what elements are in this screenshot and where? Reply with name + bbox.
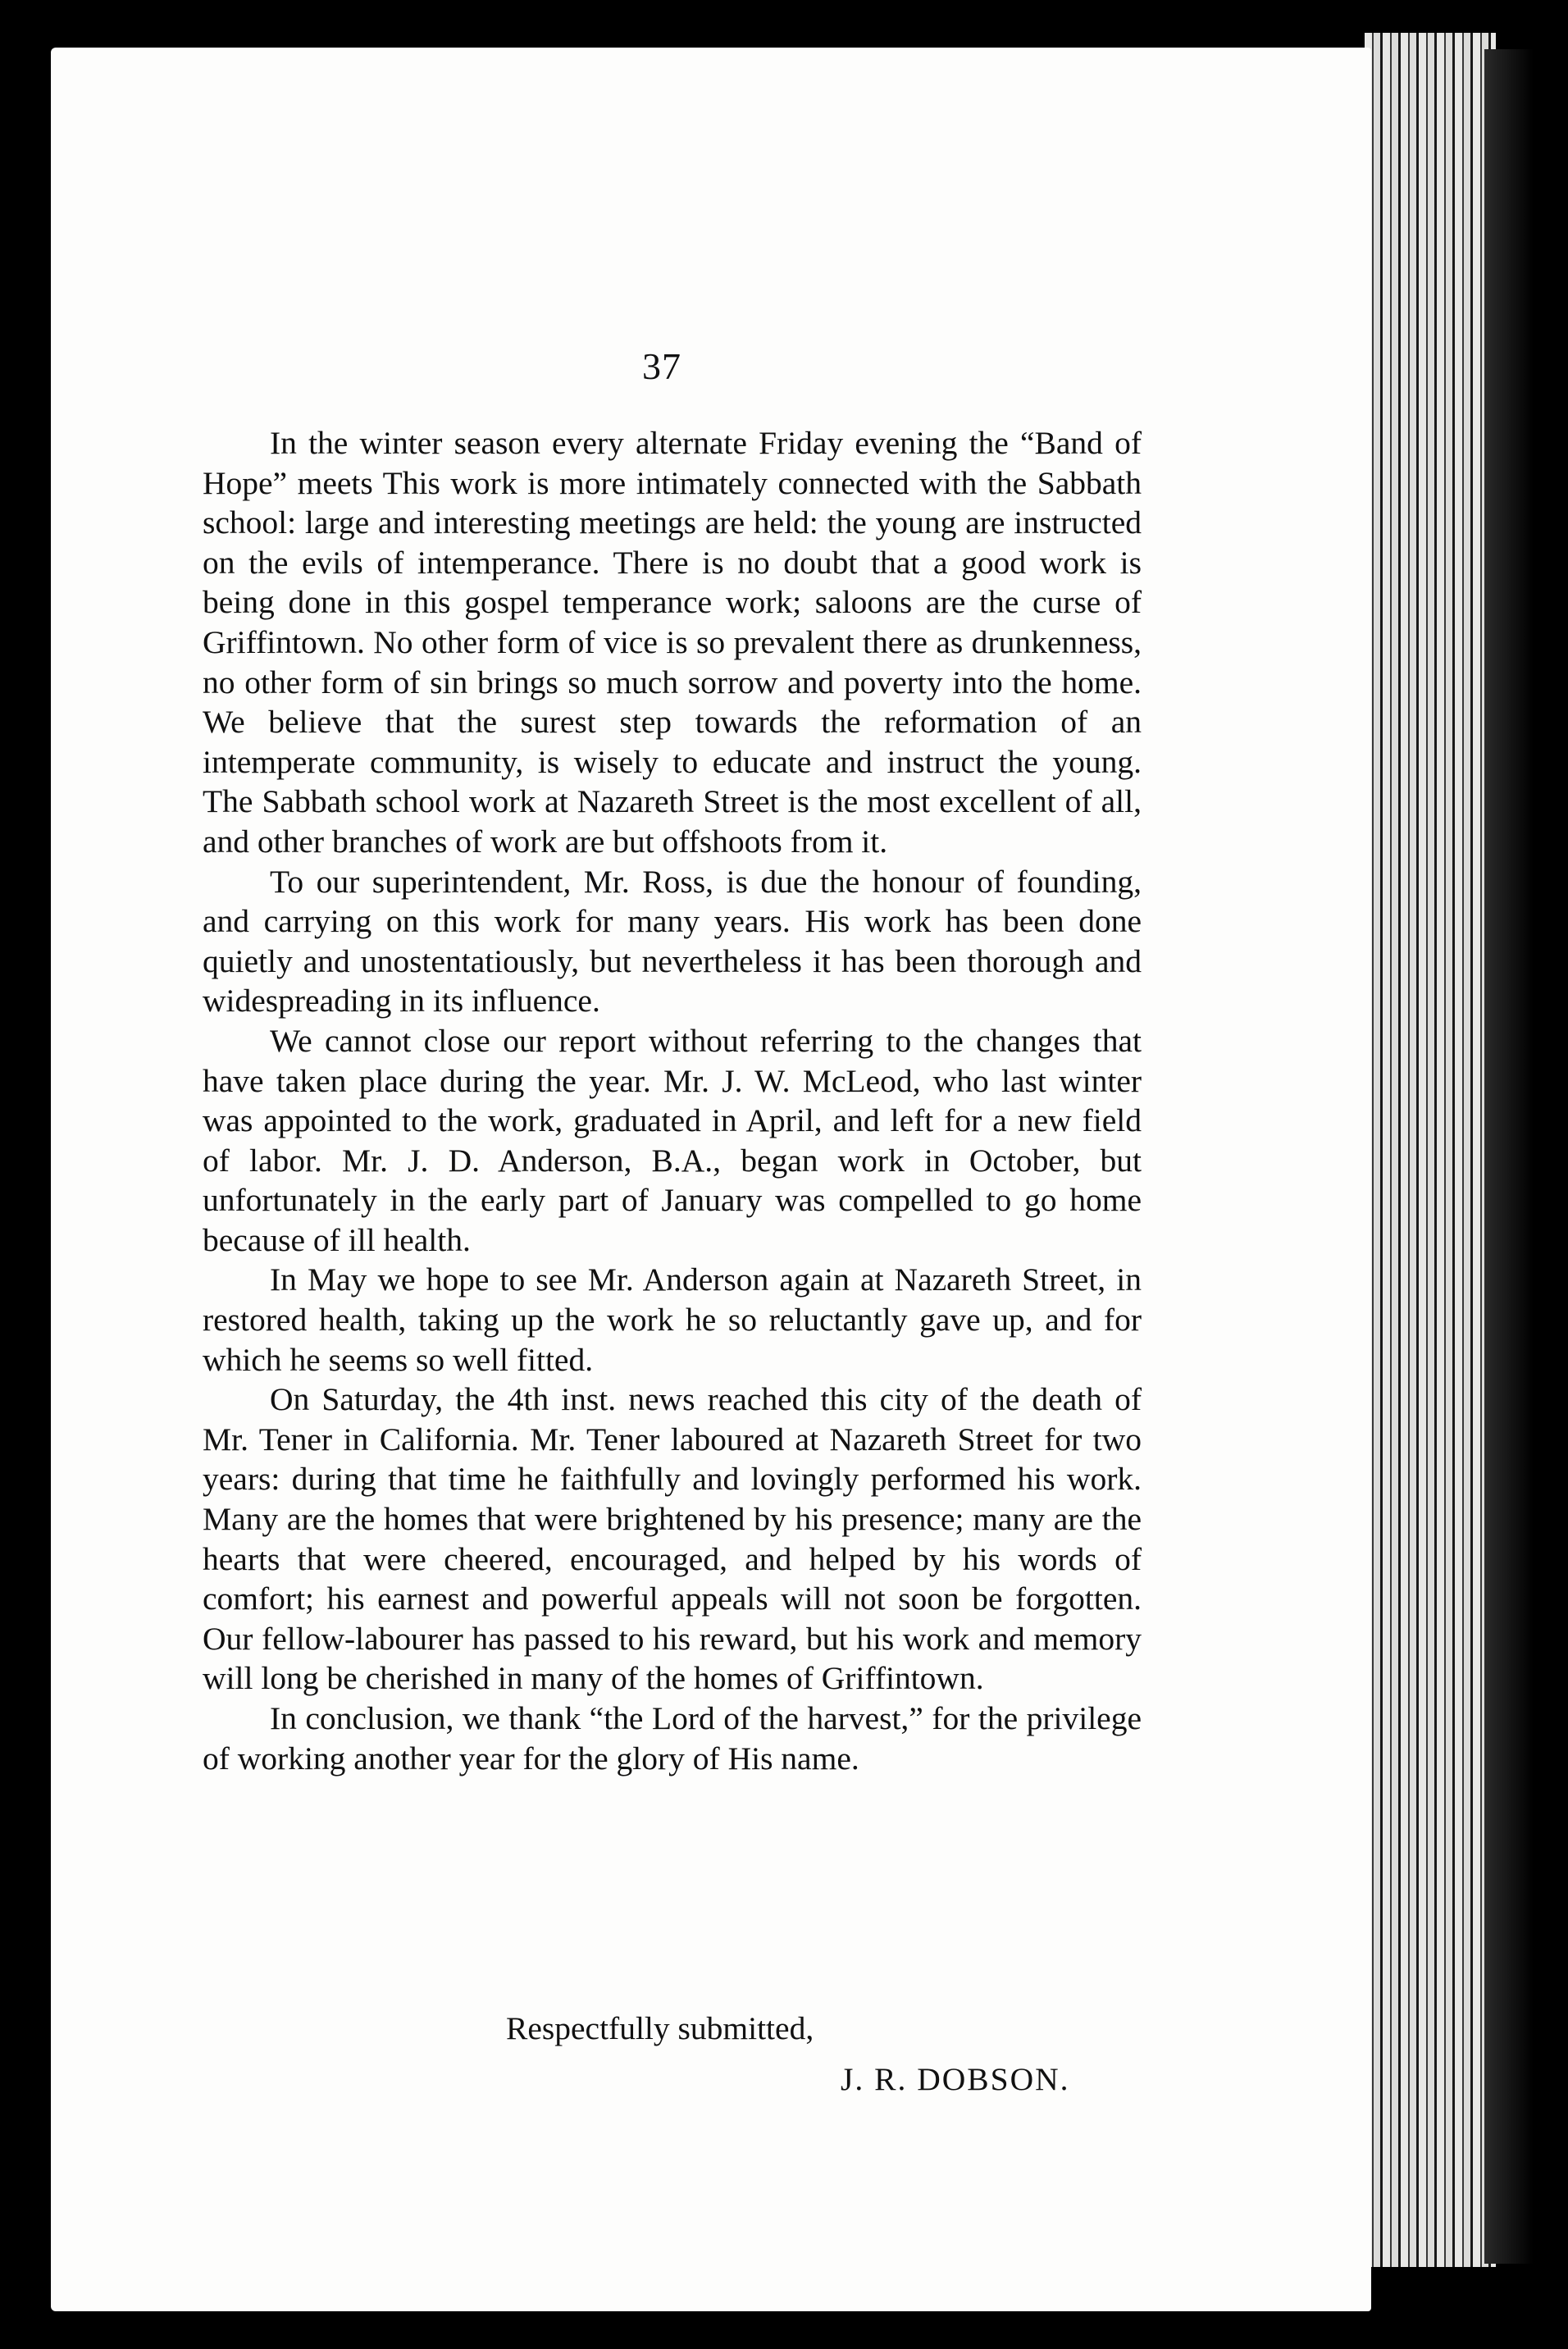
- paragraph-superintendent: To our superintendent, Mr. Ross, is due the honour of founding, and carrying on this work for many years. His work has been done quietly and unostentatiously, but nevertheless it has been thorough and widespreading in its influence.: [203, 863, 1142, 1019]
- closing-line: Respectfully submitted,: [506, 2010, 814, 2046]
- page-edges: [1365, 33, 1496, 2267]
- paragraph-conclusion: In conclusion, we thank “the Lord of the harvest,” for the privilege of working another year for the glory of His name.: [203, 1700, 1142, 1777]
- body-text: [203, 423, 1142, 1778]
- paragraph-tener: On Saturday, the 4th inst. news reached this city of the death of Mr. Tener in California. Mr. Tener laboured at Nazareth Street for two years: during that time he faithfully and lovingly performed his work. Many are the homes that were brightened by his presence; many are the hearts that were cheered, encouraged, and helped by his words of comfort; his earnest and powerful appeals will not soon be forgotten. Our fellow-labourer has passed to his reward, but his work and memory will long be cherished in many of the homes of Griffintown.: [203, 1381, 1142, 1697]
- page-number: 37: [642, 345, 681, 387]
- signature: J. R. DOBSON.: [841, 2061, 1070, 2097]
- paragraph-anderson: In May we hope to see Mr. Anderson again at Nazareth Street, in restored health, taking up the work he so reluctantly gave up, and for which he seems so well fitted.: [203, 1261, 1142, 1378]
- page-edges-shadow: [1484, 49, 1534, 2264]
- paragraph-changes: We cannot close our report without referring to the changes that have taken place during the year. Mr. J. W. McLeod, who last winter was appointed to the work, graduated in April, and left for a new field of labor. Mr. J. D. Anderson, B.A., began work in October, but unfortunately in the early part of January was compelled to go home because of ill health.: [203, 1022, 1142, 1258]
- paragraph-band-of-hope: In the winter season every alternate Friday evening the “Band of Hope” meets This work is more intimately connected with the Sabbath school: large and interesting meetings are held: the young are instructed on the evils of intemperance. There is no doubt that a good work is being done in this gospel temperance work; saloons are the curse of Griffintown. No other form of vice is so prevalent there as drunkenness, no other form of sin brings so much sorrow and poverty into the home. We believe that the surest step towards the reformation of an intemperate community, is wisely to educate and instruct the young. The Sabbath school work at Nazareth Street is the most excellent of all, and other branches of work are but offshoots from it.: [203, 425, 1142, 860]
- book-page: [51, 48, 1371, 2311]
